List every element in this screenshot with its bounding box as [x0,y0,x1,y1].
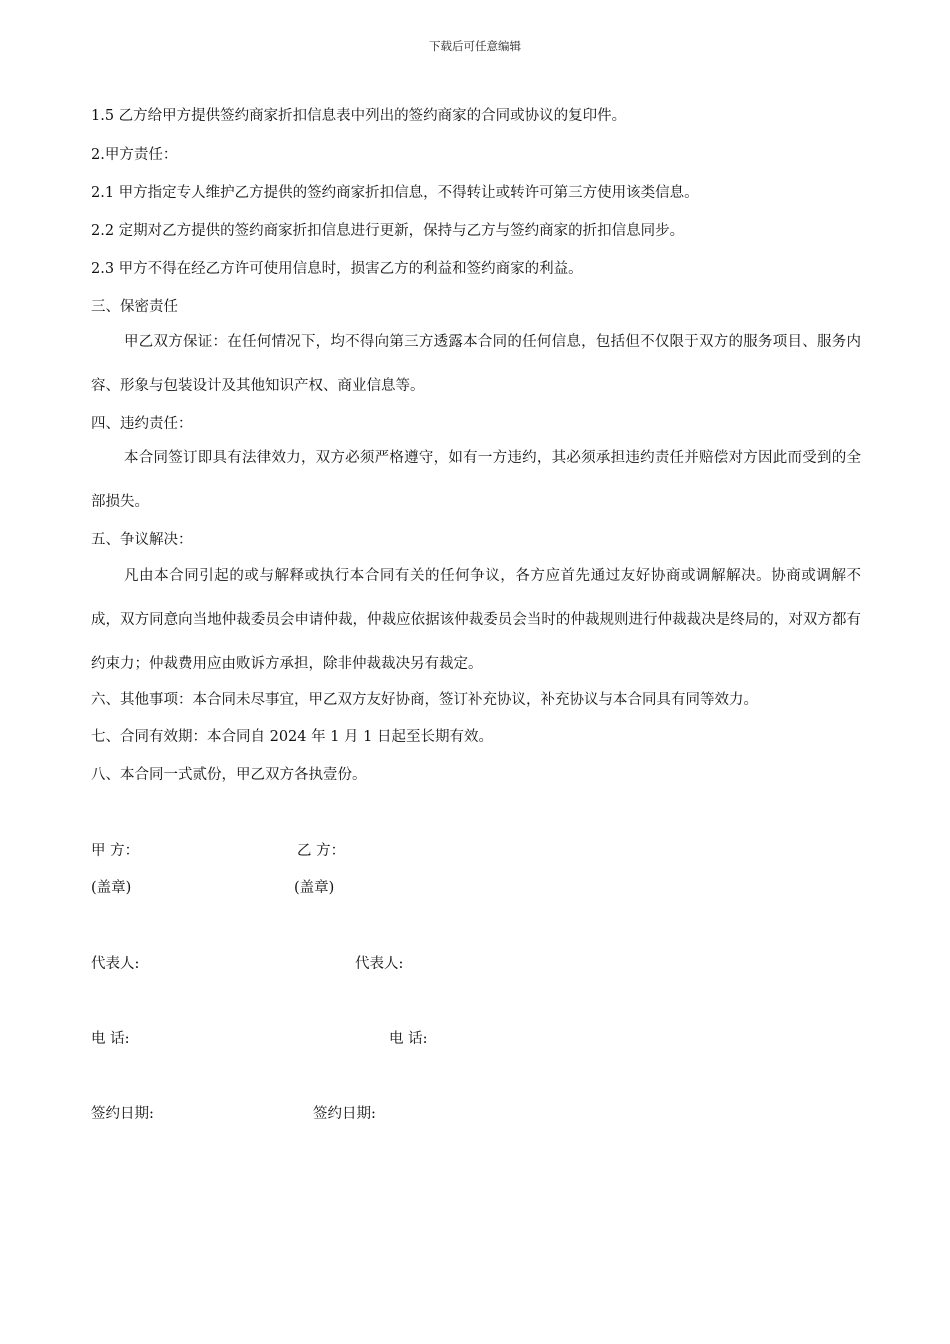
page-header-note: 下载后可任意编辑 [429,39,521,53]
party-b-sign-date: 签约日期: [313,1106,376,1122]
section-5-body: 凡由本合同引起的或与解释或执行本合同有关的任何争议，各方应首先通过友好协商或调解解决。协商或调解不成，双方同意向当地仲裁委员会申请仲裁，仲裁应依据该仲裁委员会当时的仲裁规则进行仲裁裁决是终局的，对双方都有约束力；仲裁费用应由败诉方承担，除非仲裁裁决另有裁定。 [91,568,861,672]
clause-1-5: 1.5 乙方给甲方提供签约商家折扣信息表中列出的签约商家的合同或协议的复印件。 [91,108,627,124]
clause-2-2: 2.2 定期对乙方提供的签约商家折扣信息进行更新，保持与乙方与签约商家的折扣信息同步。 [91,223,685,239]
party-a-sign-date: 签约日期: [91,1106,154,1122]
party-b-phone: 电 话: [389,1031,428,1047]
section-6: 六、其他事项：本合同未尽事宜，甲乙双方友好协商，签订补充协议，补充协议与本合同具有同等效力。 [91,692,758,708]
party-b-seal: (盖章) [294,880,335,896]
section-4-body: 本合同签订即具有法律效力，双方必须严格遵守，如有一方违约，其必须承担违约责任并赔偿对方因此而受到的全部损失。 [91,450,861,510]
section-8: 八、本合同一式贰份，甲乙双方各执壹份。 [91,767,367,783]
section-4-heading: 四、违约责任： [91,416,193,432]
section-3-heading: 三、保密责任 [91,299,178,315]
clause-2-heading: 2.甲方责任： [91,147,178,163]
party-a-phone: 电 话: [91,1031,130,1047]
party-b-representative: 代表人: [355,956,404,972]
party-a-seal: (盖章) [91,880,132,896]
party-a-label: 甲 方： [91,843,140,859]
section-5-heading: 五、争议解决： [91,532,193,548]
party-b-label: 乙 方： [297,843,346,859]
section-3-body: 甲乙双方保证：在任何情况下，均不得向第三方透露本合同的任何信息，包括但不仅限于双方的服务项目、服务内容、形象与包装设计及其他知识产权、商业信息等。 [91,334,861,394]
clause-2-1: 2.1 甲方指定专人维护乙方提供的签约商家折扣信息，不得转让或转许可第三方使用该类信息。 [91,185,699,201]
clause-2-3: 2.3 甲方不得在经乙方许可使用信息时，损害乙方的利益和签约商家的利益。 [91,261,583,277]
section-7: 七、合同有效期：本合同自 2024 年 1 月 1 日起至长期有效。 [91,729,494,745]
party-a-representative: 代表人: [91,956,140,972]
